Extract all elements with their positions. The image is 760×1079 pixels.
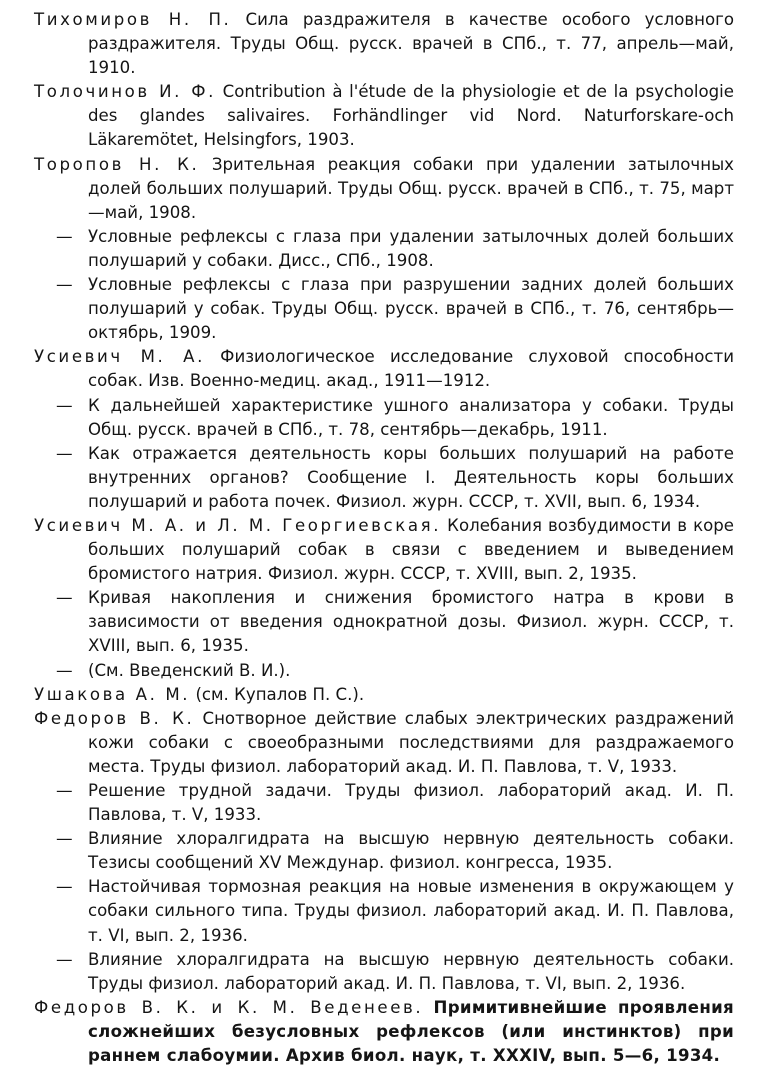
bib-entry-tolochinov — [34, 80, 734, 152]
entry-author: Толочинов И. Ф. — [34, 82, 216, 102]
bib-entry-usievich-georgievskaya — [34, 514, 734, 586]
dash-marker: — — [56, 949, 73, 969]
bib-subentry — [34, 875, 734, 947]
dash-marker: — — [56, 275, 73, 295]
entry-text: Кривая накопления и снижения бромистого натра в крови в зависимости от введения однократной дозы. Физиол. журн. СССР, т. XVIII, вып. 6, 1935. — [88, 588, 734, 656]
dash-marker: — — [56, 660, 73, 680]
bib-entry-fedorov — [34, 707, 734, 779]
bib-subentry — [34, 225, 734, 273]
entry-author: Торопов Н. К. — [34, 154, 200, 174]
dash-marker: — — [56, 443, 73, 463]
entry-text: Как отражается деятельность коры больших полушарий на работе внутренних органов? Сообщение I. Деятельность коры больших полушарий и работа почек. Физиол. журн. СССР, т. XVII, вып. 6, 1934. — [88, 443, 734, 511]
bib-entry-usievich — [34, 345, 734, 393]
entry-author: Федоров В. К. — [34, 708, 195, 728]
entry-text: Колебания возбудимости в коре больших полушарий собак в связи с введением и выведением бромистого натрия. Физиол. журн. СССР, т. XVIII, вып. 2, 1935. — [88, 515, 735, 584]
entry-author: Усиевич М. А. и Л. М. Георгиевская. — [34, 515, 442, 535]
bib-subentry — [34, 586, 734, 658]
entry-text: Физиологическое исследование слуховой способности собак. Изв. Военно-медиц. акад., 1911—1912. — [88, 347, 734, 391]
bib-subentry — [34, 827, 734, 875]
entry-text: Влияние хлоралгидрата на высшую нервную деятельность собаки. Труды физиол. лабораторий акад. И. П. Павлова, т. VI, вып. 2, 1936. — [88, 949, 734, 993]
entry-author: Федоров В. К. и К. М. Веденеев. — [34, 997, 424, 1017]
entry-text: Сила раздражителя в качестве особого условного раздражителя. Труды Общ. русск. врачей в СПб., т. 77, апрель—май, 1910. — [88, 10, 735, 78]
entry-author: Тихомиров Н. П. — [34, 10, 232, 29]
dash-marker: — — [56, 588, 73, 608]
entry-text: Снотворное действие слабых электрических раздражений кожи собаки с своеобразными последствиями для раздражаемого места. Труды физиол. лабораторий акад. И. П. Павлова, т. V, 1933. — [88, 708, 734, 776]
entry-text: (см. Купалов П. С.). — [195, 684, 365, 704]
bib-subentry — [34, 442, 734, 514]
entry-text: К дальнейшей характеристике ушного анализатора у собаки. Труды Общ. русск. врачей в СПб., т. 78, сентябрь—декабрь, 1911. — [88, 395, 734, 439]
bib-entry-fedorov-vedeneev — [34, 996, 734, 1068]
dash-marker: — — [56, 877, 73, 897]
bib-subentry — [34, 273, 734, 345]
dash-marker: — — [56, 395, 73, 415]
entry-author: Ушакова А. М. — [34, 684, 191, 704]
dash-marker: — — [56, 829, 73, 849]
dash-marker: — — [56, 781, 73, 800]
entry-text: Влияние хлоралгидрата на высшую нервную деятельность собаки. Тезисы сообщений XV Междунар. физиол. конгресса, 1935. — [88, 829, 734, 873]
entry-text: Условные рефлексы с глаза при удалении затылочных долей больших полушарий у собаки. Дисс., СПб., 1908. — [88, 226, 734, 270]
bib-subentry — [34, 394, 734, 442]
entry-text: Настойчивая тормозная реакция на новые изменения в окружающем у собаки сильного типа. Труды физиол. лабораторий акад. И. П. Павлова, т. VI, вып. 2, 1936. — [88, 877, 734, 945]
bib-entry-tikhomirov — [34, 8, 734, 80]
bib-entry-ushakova — [34, 683, 734, 707]
dash-marker: — — [56, 226, 73, 246]
bib-entry-toropov — [34, 153, 734, 225]
entry-text: Contribution à l'étude de la physiologie et de la psychologie des glandes salivaires. Forhändlinger vid Nord. Naturforskare-och Läkaremötet, Helsingfors, 1903. — [88, 82, 734, 150]
bib-subentry — [34, 779, 734, 827]
entry-author: Усиевич М. А. — [34, 347, 205, 367]
entry-text: Решение трудной задачи. Труды физиол. лабораторий акад. И. П. Павлова, т. V, 1933. — [88, 781, 734, 825]
bib-subentry — [34, 659, 734, 683]
bib-subentry — [34, 948, 734, 996]
entry-text: Условные рефлексы с глаза при разрушении задних долей больших полушарий у собак. Труды Общ. русск. врачей в СПб., т. 76, сентябрь—октябрь, 1909. — [88, 275, 734, 343]
entry-text: Примитивнейшие проявления сложнейших безусловных рефлексов (или инстинктов) при раннем слабоумии. Архив биол. наук, т. XXXIV, вып. 5—6, 1934. — [88, 997, 734, 1066]
entry-text: (См. Введенский В. И.). — [88, 660, 291, 680]
entry-text: Зрительная реакция собаки при удалении затылочных долей больших полушарий. Труды Общ. русск. врачей в СПб., т. 75, март—май, 1908. — [88, 154, 734, 222]
